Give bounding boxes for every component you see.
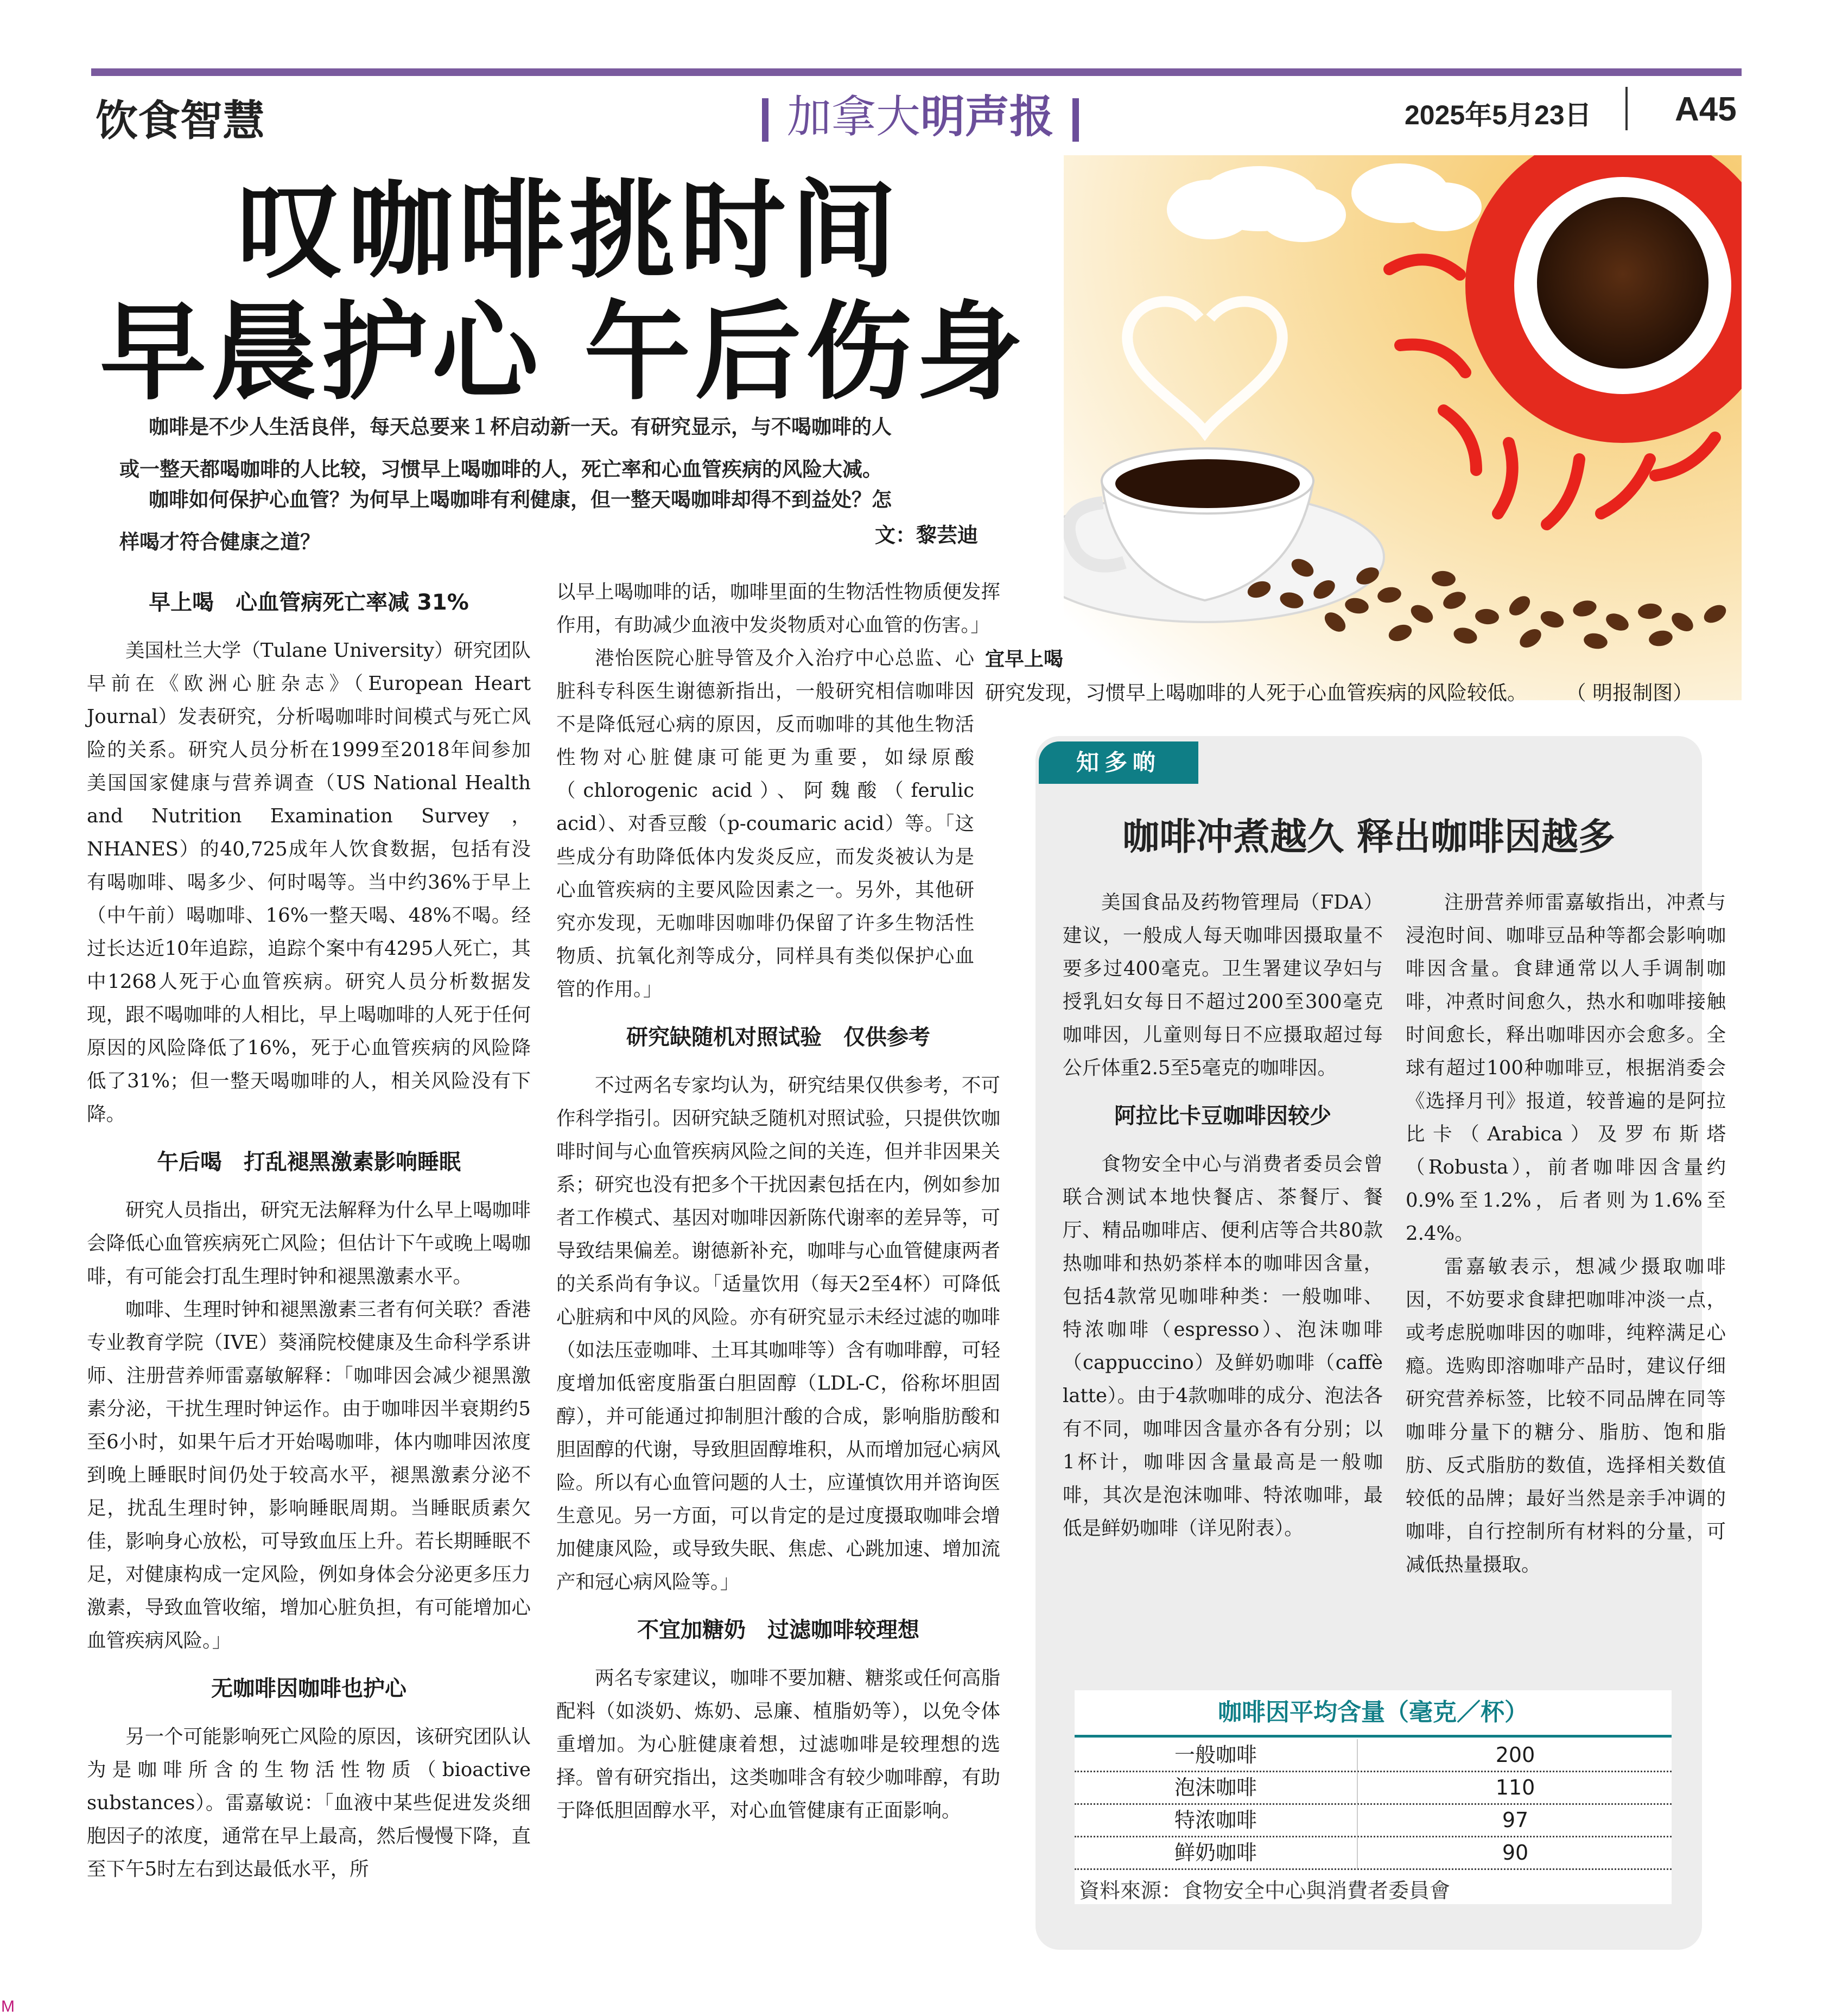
- table-cell-value: 90: [1357, 1837, 1673, 1868]
- photo-credit: （ 明报制图）: [1576, 681, 1693, 705]
- article-column-1: [87, 586, 531, 1886]
- sidebar-paragraph: 雷嘉敏表示，想减少摄取咖啡因，不妨要求食肆把咖啡冲淡一点，或考虑脱咖啡因的咖啡，纯粹满足心瘾。选购即溶咖啡产品时，建议仔细研究营养标签，比较不同品牌在同等咖啡分量下的糖分、脂肪、饱和脂肪、反式脂肪的数值，选择相关数值较低的品牌；最好当然是亲手冲调的咖啡，自行控制所有材料的分量，可减低热量摄取。: [1406, 1256, 1726, 1576]
- table-row: [1075, 1837, 1672, 1870]
- subheading: 不宜加糖奶 过滤咖啡较理想: [637, 1618, 919, 1643]
- header-rule: [91, 68, 1742, 76]
- article-paragraph: 美国杜兰大学（Tulane University）研究团队早前在《欧洲心脏杂志》（European Heart Journal）发表研究，分析喝咖啡时间模式与死亡风险的关系。研究人员分析在1999至2018年间参加美国国家健康与营养调查（US National Health and Nutrition Examination Survey，NHANES）的40,725成年人饮食数据，包括有没有喝咖啡、喝多少、何时喝等。当中约36%于早上（中午前）喝咖啡、16%一整天喝、48%不喝。经过长达近10年追踪，追踪个案中有4295人死亡，其中1268人死于心血管疾病。研究人员分析数据发现，跟不喝咖啡的人相比，早上喝咖啡的人死于任何原因的风险降低了16%，死于心血管疾病的风险降低了31%；但一整天喝咖啡的人，相关风险没有下降。: [87, 639, 531, 1125]
- table-row: [1075, 1804, 1672, 1837]
- masthead: [744, 81, 1097, 145]
- headline-line1: 叹咖啡挑时间: [237, 169, 901, 293]
- article-paragraph: 另一个可能影响死亡风险的原因，该研究团队认为是咖啡所含的生物活性物质（bioactive substances）。雷嘉敏说：「血液中某些促进发炎细胞因子的浓度，通常在早上最高，然后慢慢下降，直至下午5时左右到达最低水平，所: [87, 1726, 531, 1880]
- sidebar-title: 咖啡冲煮越久 释出咖啡因越多: [1122, 816, 1615, 859]
- byline: 文：黎芸迪: [875, 523, 979, 547]
- table-cell-value: 97: [1357, 1804, 1673, 1836]
- article-column-2: [556, 575, 1000, 1827]
- article-paragraph: 研究人员指出，研究无法解释为什么早上喝咖啡会降低心血管疾病死亡风险；但估计下午或晚上喝咖啡，有可能会打乱生理时钟和褪黑激素水平。: [87, 1199, 531, 1288]
- lead-line: 或一整天都喝咖啡的人比较，习惯早上喝咖啡的人，死亡率和心血管疾病的风险大减。: [119, 458, 882, 481]
- corner-mark: M: [1, 1998, 15, 2015]
- section-title: 饮食智慧: [96, 97, 265, 145]
- header-separator: [1625, 87, 1628, 130]
- sidebar-column-1: [1063, 886, 1383, 1545]
- masthead-paper: 明声报: [920, 91, 1055, 143]
- sidebar-tag: 知多啲: [1039, 741, 1198, 784]
- subheading: 早上喝 心血管病死亡率减 31%: [149, 590, 469, 615]
- lead-line: 咖啡是不少人生活良伴，每天总要来１杯启动新一天。有研究显示，与不喝咖啡的人: [149, 415, 892, 439]
- article-paragraph: 咖啡、生理时钟和褪黑激素三者有何关联？香港专业教育学院（IVE）葵涌院校健康及生命科学系讲师、注册营养师雷嘉敏解释：「咖啡因会减少褪黑激素分泌，干扰生理时钟运作。由于咖啡因半衰期约5至6小时，如果午后才开始喝咖啡，体内咖啡因浓度到晚上睡眠时间仍处于较高水平，褪黑激素分泌不足，扰乱生理时钟，影响睡眠周期。当睡眠质素欠佳，影响身心放松，可导致血压上升。若长期睡眠不足，对健康构成一定风险，例如身体会分泌更多压力激素，导致血管收缩，增加心脏负担，有可能增加心血管疾病风险。」: [87, 1298, 531, 1652]
- sidebar-subheading: 阿拉比卡豆咖啡因较少: [1114, 1104, 1331, 1129]
- sidebar-paragraph: 食物安全中心与消费者委员会曾联合测试本地快餐店、茶餐厅、餐厅、精品咖啡店、便利店等合共80款热咖啡和热奶茶样本的咖啡因含量，包括4款常见咖啡种类：一般咖啡、特浓咖啡（espresso）、泡沫咖啡（cappuccino）及鲜奶咖啡（caffè latte）。由于4款咖啡的成分、泡法各有不同，咖啡因含量亦各有分别；以1杯计，咖啡因含量最高是一般咖啡，其次是泡沫咖啡、特浓咖啡，最低是鲜奶咖啡（详见附表）。: [1063, 1153, 1383, 1539]
- article-paragraph: 港怡医院心脏导管及介入治疗中心总监、心脏科专科医生谢德新指出，一般研究相信咖啡因不是降低冠心病的原因，反而咖啡的其他生物活性物对心脏健康可能更为重要，如绿原酸（chlorogenic acid）、阿魏酸（ferulic acid）、对香豆酸（p-coumaric acid）等。「这些成分有助降低体内发炎反应，而发炎被认为是心血管疾病的主要风险因素之一。另外，其他研究亦发现，无咖啡因咖啡仍保留了许多生物活性物质、抗氧化剂等成分，同样具有类似保护心血管的作用。」: [556, 647, 974, 1000]
- caffeine-table: [1075, 1690, 1672, 1904]
- table-title: 咖啡因平均含量（毫克／杯）: [1075, 1690, 1672, 1738]
- sidebar-paragraph: 注册营养师雷嘉敏指出，冲煮与浸泡时间、咖啡豆品种等都会影响咖啡因含量。食肆通常以人手调制咖啡，冲煮时间愈久，热水和咖啡接触时间愈长，释出咖啡因亦会愈多。全球有超过100种咖啡豆，根据消委会《选择月刊》报道，较普遍的是阿拉比卡（Arabica）及罗布斯塔（Robusta），前者咖啡因含量约0.9%至1.2%，后者则为1.6%至2.4%。: [1406, 891, 1726, 1245]
- page-number: A45: [1675, 91, 1737, 128]
- article-paragraph: 不过两名专家均认为，研究结果仅供参考，不可作科学指引。因研究缺乏随机对照试验，只提供饮咖啡时间与心血管疾病风险之间的关连，但并非因果关系；研究也没有把多个干扰因素包括在内，例如参加者工作模式、基因对咖啡因新陈代谢率的差异等，可导致结果偏差。谢德新补充，咖啡与心血管健康两者的关系尚有争议。「适量饮用（每天2至4杯）可降低心脏病和中风的风险。亦有研究显示未经过滤的咖啡（如法压壶咖啡、土耳其咖啡等）含有咖啡醇，可轻度增加低密度脂蛋白胆固醇（LDL-C，俗称坏胆固醇），并可能通过抑制胆汁酸的合成，影响脂肪酸和胆固醇的代谢，导致胆固醇堆积，从而增加冠心病风险。所以有心血管问题的人士，应谨慎饮用并谘询医生意见。另一方面，可以肯定的是过度摄取咖啡会增加健康风险，或导致失眠、焦虑、心跳加速、增加流产和冠心病风险等。」: [556, 1074, 1000, 1593]
- table-source: 資料來源：食物安全中心與消費者委員會: [1079, 1879, 1451, 1903]
- hero-illustration: [1064, 155, 1742, 700]
- table-cell-name: 特浓咖啡: [1174, 1808, 1257, 1832]
- table-cell-name: 泡沫咖啡: [1174, 1776, 1257, 1799]
- subheading: 研究缺随机对照试验 仅供参考: [626, 1025, 930, 1050]
- lead-paragraph-1: [119, 406, 1009, 491]
- table-cell-value: 200: [1357, 1739, 1673, 1771]
- headline-line2: 早晨护心 午后伤身: [100, 291, 1027, 415]
- caption-text: 研究发现，习惯早上喝咖啡的人死于心血管疾病的风险较低。: [985, 681, 1527, 705]
- article-paragraph: 以早上喝咖啡的话，咖啡里面的生物活性物质便发挥作用，有助减少血液中发炎物质对心血管的伤害。」: [556, 581, 1000, 636]
- photo-caption-title: 宜早上喝: [985, 648, 1064, 670]
- photo-caption: [985, 676, 1693, 706]
- table-row: [1075, 1739, 1672, 1772]
- article-paragraph: 两名专家建议，咖啡不要加糖、糖浆或任何高脂配料（如淡奶、炼奶、忌廉、植脂奶等），以免令体重增加。为心脏健康着想，过滤咖啡是较理想的选择。曾有研究指出，这类咖啡含有较少咖啡醇，有助于降低胆固醇水平，对心血管健康有正面影响。: [556, 1667, 1000, 1822]
- table-cell-name: 一般咖啡: [1174, 1743, 1257, 1767]
- table-cell-value: 110: [1357, 1772, 1673, 1803]
- coffee-cup-top-icon: [1537, 197, 1708, 369]
- sidebar-column-2: [1406, 886, 1726, 1581]
- masthead-region: 加拿大: [787, 91, 921, 143]
- table-cell-name: 鲜奶咖啡: [1174, 1841, 1257, 1865]
- issue-date: 2025年5月23日: [1405, 100, 1592, 130]
- lead-line: 样喝才符合健康之道？: [119, 530, 320, 554]
- subheading: 无咖啡因咖啡也护心: [211, 1676, 406, 1701]
- coffee-sun-illustration: [1064, 155, 1742, 700]
- lead-line: 咖啡如何保护心血管？为何早上喝咖啡有利健康，但一整天喝咖啡却得不到益处？怎: [149, 488, 892, 511]
- subheading: 午后喝 打乱褪黑激素影响睡眠: [157, 1150, 461, 1175]
- table-row: [1075, 1772, 1672, 1805]
- sidebar-paragraph: 美国食品及药物管理局（FDA）建议，一般成人每天咖啡因摄取量不要多过400毫克。卫生署建议孕妇与授乳妇女每日不超过200至300毫克咖啡因，儿童则每日不应摄取超过每公斤体重2.5至5毫克的咖啡因。: [1063, 891, 1383, 1079]
